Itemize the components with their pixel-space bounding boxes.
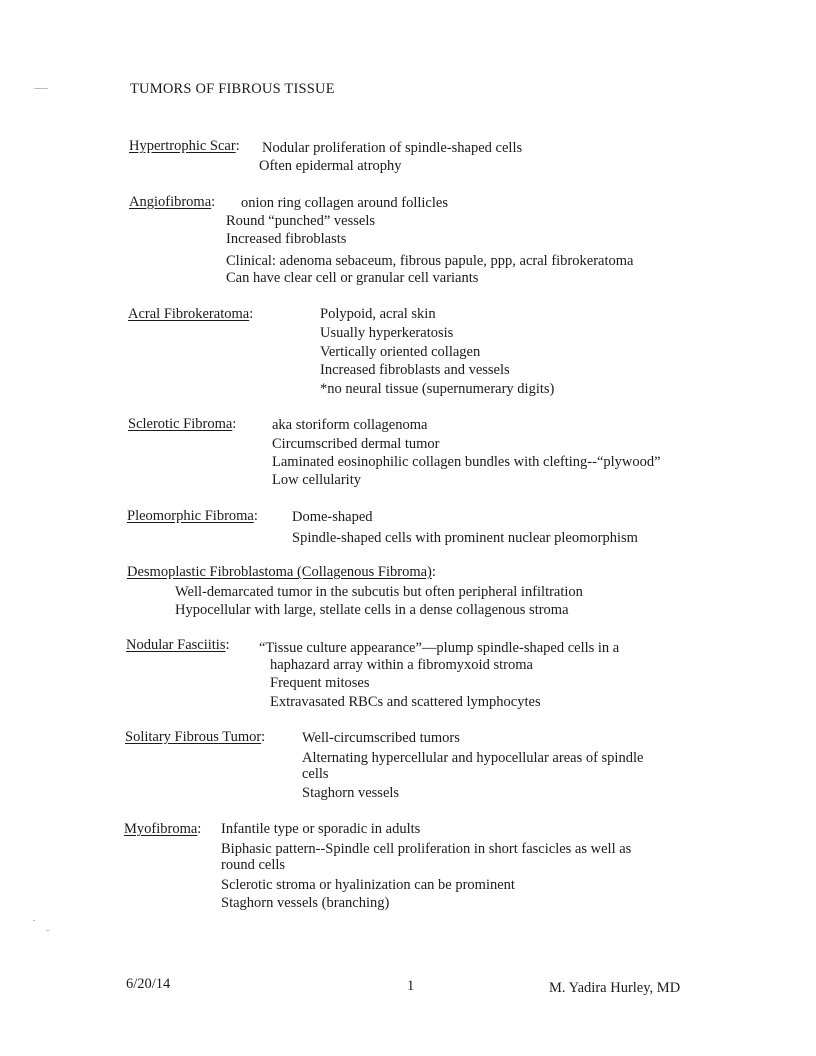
section-line: cells [302,766,329,782]
footer-date: 6/20/14 [126,976,171,992]
section-line: “Tissue culture appearance”—plump spindle-shaped cells in a [259,640,620,656]
section-heading-nodular-fasciitis: Nodular Fasciitis: [126,637,230,653]
footer-author: M. Yadira Hurley, MD [549,980,681,996]
section-line: Well-demarcated tumor in the subcutis but often peripheral infiltration [175,584,583,600]
section-line: Infantile type or sporadic in adults [221,821,421,837]
section-heading-angiofibroma: Angiofibroma: [129,194,216,210]
section-line: Sclerotic stroma or hyalinization can be prominent [221,877,515,893]
section-line: Vertically oriented collagen [320,344,481,360]
section-line: Staghorn vessels (branching) [221,895,390,911]
section-heading-sclerotic-fibroma: Sclerotic Fibroma: [128,416,237,432]
section-heading-acral-fibrokeratoma: Acral Fibrokeratoma: [128,306,254,322]
section-line: Increased fibroblasts [226,231,347,247]
section-line: Increased fibroblasts and vessels [320,362,510,378]
section-heading-solitary-fibrous-tumor: Solitary Fibrous Tumor: [125,729,266,745]
section-line: Circumscribed dermal tumor [272,436,440,452]
section-line: Polypoid, acral skin [320,306,436,322]
section-heading-myofibroma: Myofibroma: [124,821,202,837]
section-line: Biphasic pattern--Spindle cell proliferation in short fascicles as well as [221,841,632,857]
page-title: TUMORS OF FIBROUS TISSUE [130,81,335,97]
section-line: Frequent mitoses [270,675,370,691]
section-line: Extravasated RBCs and scattered lymphocytes [270,694,541,710]
section-line: Well-circumscribed tumors [302,730,460,746]
section-line: Hypocellular with large, stellate cells in a dense collagenous stroma [175,602,569,618]
footer-page-number: 1 [407,978,415,994]
section-line: Staghorn vessels [302,785,400,801]
section-line: Laminated eosinophilic collagen bundles with clefting--“plywood” [272,454,661,470]
section-line: round cells [221,857,286,873]
section-line: Usually hyperkeratosis [320,325,454,341]
section-heading-hypertrophic-scar: Hypertrophic Scar: [129,138,240,154]
scan-artifact [34,88,48,89]
section-line: Spindle-shaped cells with prominent nuclear pleomorphism [292,530,638,546]
section-line: Low cellularity [272,472,361,488]
section-line: *no neural tissue (supernumerary digits) [320,381,555,397]
section-heading-desmoplastic-fibroblastoma: Desmoplastic Fibroblastoma (Collagenous Fibroma): [127,564,436,580]
section-line: haphazard array within a fibromyxoid stroma [270,657,533,673]
section-line: Often epidermal atrophy [259,158,402,174]
section-line: Alternating hypercellular and hypocellular areas of spindle [302,750,644,766]
section-line: aka storiform collagenoma [272,417,428,433]
section-heading-pleomorphic-fibroma: Pleomorphic Fibroma: [127,508,258,524]
section-line: Clinical: adenoma sebaceum, fibrous papule, ppp, acral fibrokeratoma [226,253,634,269]
scan-artifact [33,920,35,921]
section-line: Dome-shaped [292,509,373,525]
section-line: Round “punched” vessels [226,213,375,229]
section-line: onion ring collagen around follicles [241,195,448,211]
section-line: Nodular proliferation of spindle-shaped cells [262,140,523,156]
scan-artifact [46,930,49,931]
section-line: Can have clear cell or granular cell variants [226,270,479,286]
